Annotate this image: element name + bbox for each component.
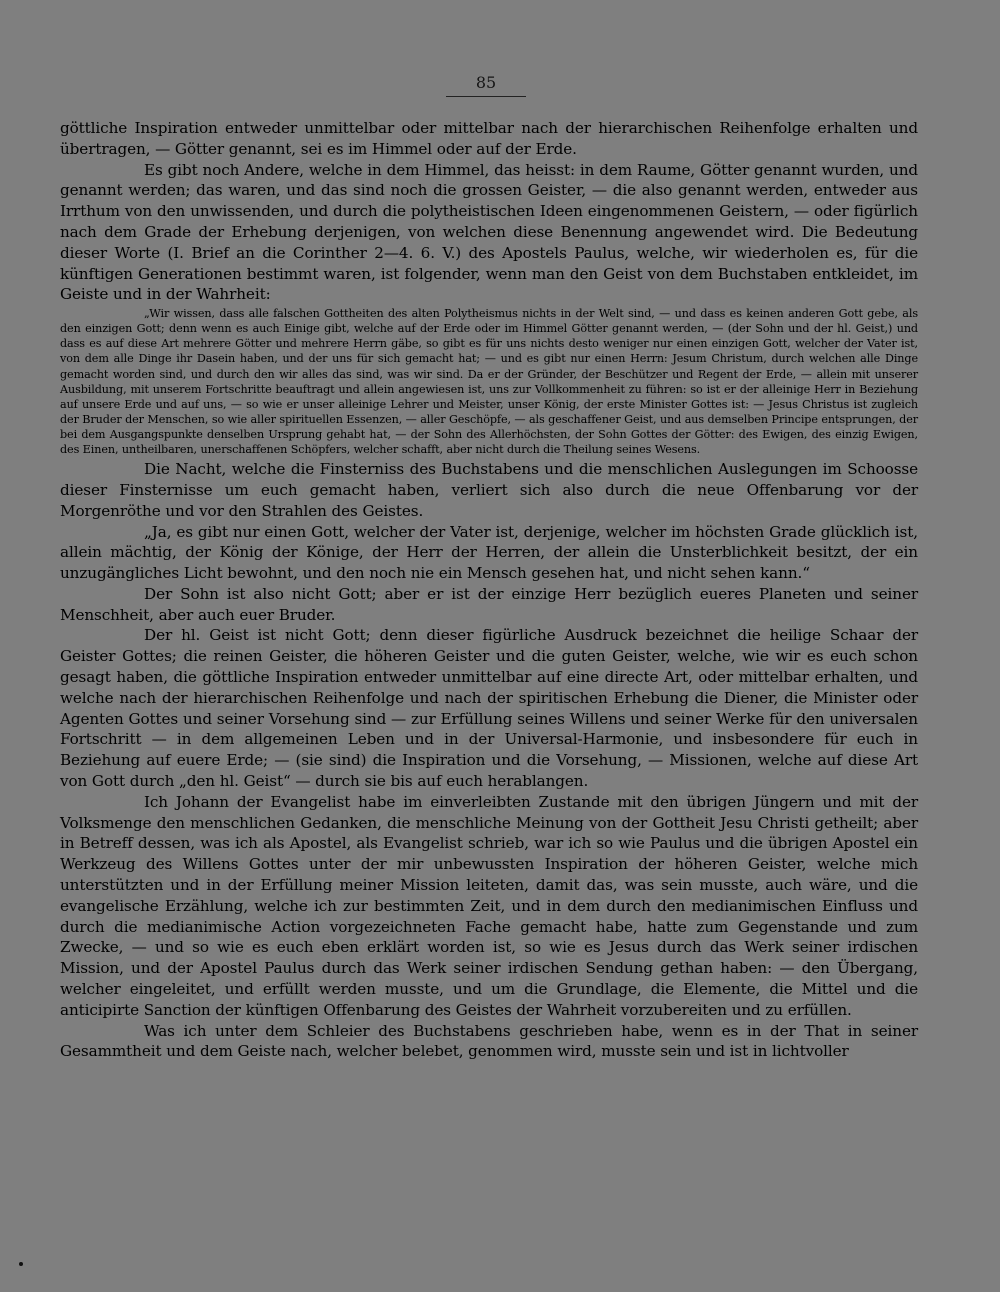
page-number: 85	[475, 73, 497, 92]
quotation-paragraph: „Wir wissen, dass alle falschen Gottheiten des alten Polytheismus nichts in der Welt sind, — und dass es keinen anderen Gott gebe, als den einzigen Gott; denn wenn es auch Einige gibt, welche auf der Erde oder im Himmel Götter genannt werden, — (der Sohn und der hl. Geist,) und dass es auf diese Art mehrere Götter und mehrere Herrn gäbe, so gibt es für uns nichts desto weniger nur einen einzigen Gott, welcher der Vater ist, von dem alle Dinge ihr Dasein haben, und der uns für sich gemacht hat; — und es gibt nur einen Herrn: Jesum Christum, durch welchen alle Dinge gemacht worden sind, und durch den wir alles das sind, was wir sind. Da er der Gründer, der Beschützer und Regent der Erde, — allein mit unserer Ausbildung, mit unserem Fortschritte beauftragt und allein angewiesen ist, uns zur Vollkommenheit zu führen: so ist er der alleinige Herr in Beziehung auf unsere Erde und auf uns, — so wie er unser alleinige Lehrer und Meister, unser König, der erste Minister Gottes ist: — Jesus Christus ist zugleich der Bruder der Menschen, so wie aller spirituellen Essenzen, — aller Geschöpfe, — als geschaffener Geist, und aus demselben Principe entsprungen, der bei dem Ausgangspunkte denselben Ursprung gehabt hat, — der Sohn des Allerhöchsten, der Sohn Gottes der Götter: des Ewigen, des einzig Ewigen, des Einen, untheilbaren, unerschaffenen Schöpfers, welcher schafft, aber nicht durch die Theilung seines Wesens.	[60, 307, 918, 457]
paragraph-2: Es gibt noch Andere, welche in dem Himmel, das heisst: in dem Raume, Götter genannt wurden, und genannt werden; das waren, und das sind noch die grossen Geister, — die also genannt werden, entweder aus Irrthum von den unwissenden, und durch die polytheistischen Ideen eingenommenen Geistern, — oder figürlich nach dem Grade der Erhebung derjenigen, von welchen diese Benennung angewendet wird. Die Bedeutung dieser Worte (I. Brief an die Corinther 2—4. 6. V.) des Apostels Paulus, welche, wir wiederholen es, für die künftigen Generationen bestimmt waren, ist folgender, wenn man den Geist von dem Buchstaben entkleidet, im Geiste und in der Wahrheit:	[60, 160, 918, 304]
edge-mark	[19, 1262, 23, 1266]
quoted-paragraph: „Ja, es gibt nur einen Gott, welcher der Vater ist, derjenige, welcher im höchsten Grade glücklich ist, allein mächtig, der König der Könige, der Herr der Herren, der allein die Unsterblichkeit besitzt, der ein unzugängliches Licht bewohnt, und den noch nie ein Mensch gesehen hat, und nicht sehen kann.“	[60, 522, 918, 583]
paragraph-6: Der Sohn ist also nicht Gott; aber er ist der einzige Herr bezüglich eueres Planeten und seiner Menschheit, aber auch euer Bruder.	[60, 584, 918, 624]
document-text	[60, 118, 918, 1062]
paragraph-4: Die Nacht, welche die Finsterniss des Buchstabens und die menschlichen Auslegungen im Schoosse dieser Finsternisse um euch gemacht haben, verliert sich also durch die neue Offenbarung vor der Morgenröthe und vor den Strahlen des Geistes.	[60, 460, 918, 520]
paragraph-1: göttliche Inspiration entweder unmittelbar oder mittelbar nach der hierarchischen Reihenfolge erhalten und übertragen, — Götter genannt, sei es im Himmel oder auf der Erde.	[60, 119, 918, 158]
paragraph-9: Was ich unter dem Schleier des Buchstabens geschrieben habe, wenn es in der That in seiner Gesammtheit und dem Geiste nach, welcher belebet, genommen wird, musste sein und ist in lichtvoller	[60, 1021, 918, 1061]
paragraph-7: Der hl. Geist ist nicht Gott; denn dieser figürliche Ausdruck bezeichnet die heilige Schaar der Geister Gottes; die reinen Geister, die höheren Geister und die guten Geister, welche, wie wir es euch schon gesagt haben, die göttliche Inspiration entweder unmittelbar auf eine directe Art, oder mittelbar erhalten, und welche nach der hierarchischen Reihenfolge und nach der spiritischen Erhebung die Diener, die Minister oder Agenten Gottes und seiner Vorsehung sind — zur Erfüllung seines Willens und seiner Werke für den universalen Fortschritt — in dem allgemeinen Leben und in der Universal-Harmonie, und insbesondere für euch in Beziehung auf euere Erde; — (sie sind) die Inspiration und die Vorsehung, — Missionen, welche auf diese Art von Gott durch „den hl. Geist“ — durch sie bis auf euch herablangen.	[60, 626, 918, 791]
page-number-rule	[446, 96, 526, 97]
paragraph-8: Ich Johann der Evangelist habe im einverleibten Zustande mit den übrigen Jüngern und mit der Volksmenge den menschlichen Gedanken, die menschliche Meinung von der Gottheit Jesu Christi getheilt; aber in Betreff dessen, was ich als Apostel, als Evangelist schrieb, war ich so wie Paulus und die übrigen Apostel ein Werkzeug des Willens Gottes unter der mir unbewussten Inspiration der höheren Geister, welche mich unterstützten und in der Erfüllung meiner Mission leiteten, damit das, was sein musste, auch wäre, und die evangelische Erzählung, welche ich zur bestimmten Zeit, und in dem durch den medianimischen Einfluss und durch die medianimische Action vorgezeichneten Fache gemacht habe, hatte zum Gegenstande und zum Zwecke, — und so wie es euch eben erklärt worden ist, so wie es Jesus durch das Werk seiner irdischen Mission, und der Apostel Paulus durch das Werk seiner irdischen Sendung gethan haben: — den Übergang, welcher eingeleitet, und erfüllt werden musste, und um die Grundlage, die Elemente, die Mittel und die anticipirte Sanction der künftigen Offenbarung des Geistes der Wahrheit vorzubereiten und zu erfüllen.	[60, 792, 918, 1019]
